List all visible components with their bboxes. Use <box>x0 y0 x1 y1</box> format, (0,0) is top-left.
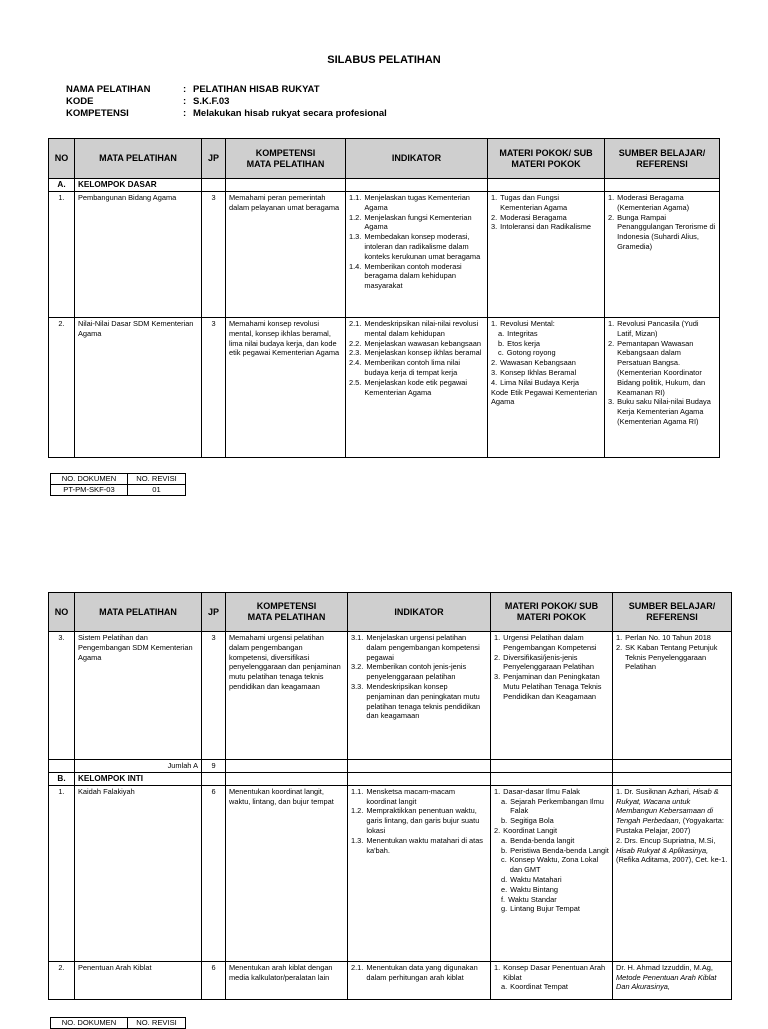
row-indikator <box>348 632 491 760</box>
row-indikator <box>346 192 488 318</box>
header-materi-pokok <box>488 139 605 179</box>
list-item: 1. Urgensi Pelatihan dalam Pengembangan Kompetensi <box>494 633 597 652</box>
row-indikator <box>346 318 488 458</box>
list-item: 1. Moderasi Beragama (Kementerian Agama) <box>608 193 690 212</box>
list-subitem: b. Segitiga Bola <box>501 816 554 826</box>
list-item: 1. Perlan No. 10 Tahun 2018 <box>616 633 711 642</box>
list-item: 3.1. Menjelaskan urgensi pelatihan dalam pengembangan kompetensi pegawai <box>351 633 480 662</box>
list-subitem: f. Waktu Standar <box>501 894 557 904</box>
row-materi <box>488 192 605 318</box>
list-item: 3. Penjaminan dan Peningkatan Mutu Pelatihan Tenaga Teknis Pendidikan dan Keagamaan <box>494 672 602 701</box>
list-item: 4. Lima Nilai Budaya Kerja <box>491 377 580 387</box>
list-subitem: e. Waktu Bintang <box>501 884 558 894</box>
list-item: 1.3. Membedakan konsep moderasi, intoleran dan radikalisme dalam konteks kerukunan umat beragama <box>349 232 481 261</box>
group-label: KELOMPOK DASAR <box>75 179 202 192</box>
header-line: MATERI POKOK <box>516 612 587 622</box>
header-line: MATA PELATIHAN <box>246 158 325 169</box>
list-item: 1. Dasar-dasar Ilmu Falak <box>494 786 580 796</box>
meta-value: Melakukan hisab rukyat secara profesional <box>193 108 387 119</box>
header-jp: JP <box>202 139 226 179</box>
row-sumber <box>613 785 732 961</box>
row-materi <box>491 632 613 760</box>
table-header-row <box>49 139 720 179</box>
row-no: 2. <box>49 318 75 458</box>
syllabus-table-page-1 <box>48 138 720 458</box>
row-mata-pelatihan: Kaidah Falakiyah <box>75 785 202 961</box>
document-number-box <box>50 473 186 496</box>
table-row <box>49 318 720 458</box>
list-subitem: b. Etos kerja <box>498 338 541 348</box>
list-item: 2.4. Memberikan contoh lima nilai budaya kerja di tempat kerja <box>349 358 461 377</box>
header-line: REFERENSI <box>636 158 688 169</box>
reference-item: 1. Dr. Susiknan Azhari, Hisab & Rukyat, Wacana untuk Membangun Kebersamaan di Tengah Perbedaan, (Yogyakarta: Pustaka Pelajar, 2007) <box>616 786 724 835</box>
row-kompetensi: Memahami peran pemerintah dalam pelayanan umat beragama <box>226 192 346 318</box>
row-mata-pelatihan: Penentuan Arah Kiblat <box>75 961 202 999</box>
syllabus-table-page-2 <box>48 592 732 1000</box>
meta-separator: : <box>183 108 187 119</box>
list-item: 1. Konsep Dasar Penentuan Arah Kiblat <box>494 962 606 982</box>
list-item: 3. Buku saku Nilai-nilai Budaya Kerja Kementerian Agama (Kementerian Agama RI) <box>608 397 711 426</box>
row-no: 1. <box>49 192 75 318</box>
table-row <box>49 785 732 961</box>
reference-item: 2. Drs. Encup Supriatna, M.Si, Hisab Rukyat & Aplikasinya, (Refika Aditama, 2007), Cet. ke-1. <box>616 835 728 865</box>
row-sumber <box>613 632 732 760</box>
row-jp: 3 <box>202 192 226 318</box>
list-item: 2.1. Menentukan data yang digunakan dalam perhitungan arah kiblat <box>351 962 478 982</box>
header-line: MATA PELATIHAN <box>247 612 326 622</box>
list-subitem: a. Benda-benda langit <box>501 835 575 845</box>
row-mata-pelatihan: Sistem Pelatihan dan Pengembangan SDM Kementerian Agama <box>75 632 202 760</box>
list-subitem: c. Gotong royong <box>498 348 556 358</box>
header-line: SUMBER BELAJAR/ <box>628 601 716 611</box>
meta-value: PELATIHAN HISAB RUKYAT <box>193 84 320 95</box>
list-item: 2. Diversifikasi/jenis-jenis Penyelenggaraan Pelatihan <box>494 652 594 672</box>
group-row <box>49 772 732 785</box>
meta-row-competency <box>66 108 387 120</box>
list-subitem: a. Sejarah Perkembangan Ilmu Falak <box>501 796 604 816</box>
header-line: KOMPETENSI <box>255 147 316 158</box>
header-indikator: INDIKATOR <box>346 139 488 179</box>
doc-number-value: PT-PM-SKF-03 <box>51 485 128 496</box>
row-indikator <box>348 785 491 961</box>
list-item: 2. Pemantapan Wawasan Kebangsaan dalam Persatuan Bangsa. (Kementerian Koordinator Bidang politik, Hukum, dan Keamanan RI) <box>608 338 706 397</box>
header-line: MATERI POKOK/ SUB <box>504 601 599 611</box>
list-item: 3. Intoleransi dan Radikalisme <box>491 222 591 232</box>
header-kompetensi <box>226 593 348 632</box>
list-item: 1.3. Menentukan waktu matahari di atas ka'bah. <box>351 835 484 855</box>
row-jp: 3 <box>202 632 226 760</box>
list-item: 2. Wawasan Kebangsaan <box>491 358 576 368</box>
list-item: 3.2. Memberikan contoh jenis-jenis penyelenggaraan pelatihan <box>351 662 467 682</box>
header-no: NO <box>49 593 75 632</box>
meta-separator: : <box>183 84 187 95</box>
header-line: MATERI POKOK <box>511 158 581 169</box>
list-subitem: a. Koordinat Tempat <box>501 982 568 992</box>
list-subitem: a. Integritas <box>498 328 538 338</box>
header-sumber-belajar <box>605 139 720 179</box>
document-title: SILABUS PELATIHAN <box>327 54 441 66</box>
list-item: 2.5. Menjelaskan kode etik pegawai Kementerian Agama <box>349 377 468 397</box>
list-item: 2.3. Menjelaskan konsep ikhlas beramal <box>349 348 482 358</box>
document-number-box-page-2 <box>50 1017 186 1029</box>
row-kompetensi: Menentukan koordinat langit, waktu, lintang, dan bujur tempat <box>226 785 348 961</box>
group-code: A. <box>49 179 75 192</box>
group-code: B. <box>49 772 75 785</box>
header-line: KOMPETENSI <box>256 601 317 611</box>
list-item: 1. Tugas dan Fungsi Kementerian Agama <box>491 193 568 212</box>
header-line: REFERENSI <box>646 612 698 622</box>
row-kompetensi: Menentukan arah kiblat dengan media kalkulator/peralatan lain <box>226 961 348 999</box>
row-no: 1. <box>49 785 75 961</box>
row-jp: 6 <box>202 961 226 999</box>
table-row <box>49 961 732 999</box>
list-subitem: c. Konsep Waktu, Zona Lokal dan GMT <box>501 855 599 875</box>
header-kompetensi <box>226 139 346 179</box>
meta-label: KOMPETENSI <box>66 108 129 119</box>
row-sumber <box>605 318 720 458</box>
doc-number-label: NO. DOKUMEN <box>51 1018 128 1029</box>
row-jp: 6 <box>202 785 226 961</box>
list-item: 1.2. Menjelaskan fungsi Kementerian Agama <box>349 212 472 232</box>
row-no: 3. <box>49 632 75 760</box>
list-subitem: g. Lintang Bujur Tempat <box>501 904 580 914</box>
list-item: 2. Koordinat Langit <box>494 825 557 835</box>
row-jp: 3 <box>202 318 226 458</box>
list-item: 1.4. Memberikan contoh moderasi beragama dalam kehidupan masyarakat <box>349 261 462 291</box>
row-sumber <box>613 961 732 999</box>
subtotal-value: 9 <box>202 760 226 773</box>
header-no: NO <box>49 139 75 179</box>
row-no: 2. <box>49 961 75 999</box>
list-item: 1. Revolusi Mental: <box>491 319 555 328</box>
training-meta <box>66 84 387 120</box>
row-sumber <box>605 192 720 318</box>
meta-label: KODE <box>66 96 94 107</box>
list-item: 1. Revolusi Pancasila (Yudi Latif, Mizan) <box>608 319 699 338</box>
table-header-row <box>49 593 732 632</box>
header-indikator: INDIKATOR <box>348 593 491 632</box>
list-subitem: d. Waktu Matahari <box>501 874 562 884</box>
list-subitem: b. Peristiwa Benda-benda Langit <box>501 845 609 855</box>
row-indikator <box>348 961 491 999</box>
meta-row-name <box>66 84 387 96</box>
doc-revision-label: NO. REVISI <box>128 474 186 485</box>
meta-label: NAMA PELATIHAN <box>66 84 151 95</box>
doc-number-label: NO. DOKUMEN <box>51 474 128 485</box>
row-kompetensi: Memahami konsep revolusi mental, konsep ikhlas beramal, lima nilai budaya kerja, dan kode etik pegawai Kementerian Agama <box>226 318 346 458</box>
table-row <box>49 632 732 760</box>
row-kompetensi: Memahami urgensi pelatihan dalam pengembangan kompetensi, diversifikasi penyelenggaraan dan penjaminan mutu pelatihan tenaga teknis pendidikan dan keagamaan <box>226 632 348 760</box>
header-sumber-belajar <box>613 593 732 632</box>
list-item: 2.2. Menjelaskan wawasan kebangsaan <box>349 338 482 348</box>
meta-row-code <box>66 96 387 108</box>
row-mata-pelatihan: Pembangunan Bidang Agama <box>75 192 202 318</box>
group-row <box>49 179 720 192</box>
list-item: 3. Konsep Ikhlas Beramal <box>491 367 577 377</box>
group-label: KELOMPOK INTI <box>75 772 202 785</box>
list-item: 2.1. Mendeskripsikan nilai-nilai revolusi mental dalam kehidupan <box>349 319 479 338</box>
list-item: 1.1. Mensketsa macam-macam koordinat langit <box>351 786 456 806</box>
table-row <box>49 192 720 318</box>
doc-revision-value: 01 <box>128 485 186 496</box>
row-materi <box>491 961 613 999</box>
meta-separator: : <box>183 96 187 107</box>
list-item: 2. Bunga Rampai Penanggulangan Terorisme di Indonesia (Suhardi Alius, Gramedia) <box>608 212 716 251</box>
header-mata-pelatihan: MATA PELATIHAN <box>75 593 202 632</box>
list-item: 3.3. Mendeskripsikan konsep penjaminan dan peningkatan mutu pelatihan tenaga teknis pendidikan dan keagamaan <box>351 681 481 721</box>
header-line: MATERI POKOK/ SUB <box>499 147 593 158</box>
reference-item: Dr. H. Ahmad Izzuddin, M.Ag, Metode Penentuan Arah Kiblat Dan Akurasinya, <box>616 962 717 992</box>
row-mata-pelatihan: Nilai-Nilai Dasar SDM Kementerian Agama <box>75 318 202 458</box>
header-line: SUMBER BELAJAR/ <box>618 147 706 158</box>
list-item: 2. Moderasi Beragama <box>491 212 567 222</box>
header-materi-pokok <box>491 593 613 632</box>
subtotal-row <box>49 760 732 773</box>
row-materi <box>488 318 605 458</box>
header-jp: JP <box>202 593 226 632</box>
list-item: 2. SK Kaban Tentang Petunjuk Teknis Penyelenggaraan Pelatihan <box>616 642 718 672</box>
doc-revision-label: NO. REVISI <box>128 1018 186 1029</box>
list-item: 1.2. Mempraktikkan penentuan waktu, garis lintang, dan garis bujur suatu lokasi <box>351 806 480 835</box>
row-materi <box>491 785 613 961</box>
list-item: 1.1. Menjelaskan tugas Kementerian Agama <box>349 193 470 212</box>
header-mata-pelatihan: MATA PELATIHAN <box>75 139 202 179</box>
meta-value: S.K.F.03 <box>193 96 230 107</box>
list-tail: Kode Etik Pegawai Kementerian Agama <box>491 387 597 407</box>
subtotal-label: Jumlah A <box>75 760 202 773</box>
